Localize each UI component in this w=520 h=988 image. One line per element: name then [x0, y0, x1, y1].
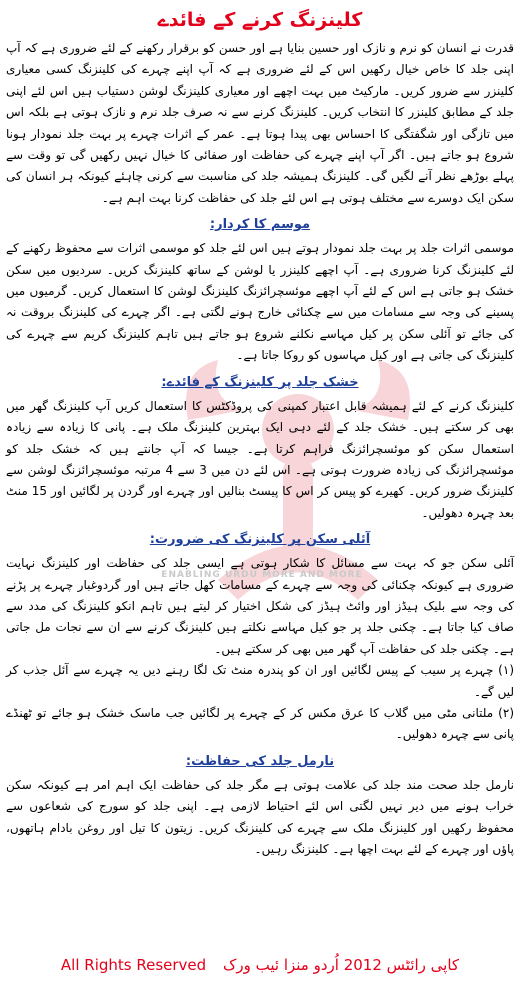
oily-skin-tip-1: (۱) چہرے پر سیب کے پیس لگائیں اور ان کو پندرہ منٹ تک لگا رہنے دیں یہ چہرے سے آئل جذب کر لیں گے۔: [6, 663, 514, 699]
section-heading-weather: موسم کا کردار:: [209, 217, 311, 233]
section-heading-dry-skin: خشک جلد پر کلینزنگ کے فائدے:: [161, 374, 359, 390]
section-heading-normal-skin: نارمل جلد کی حفاظت:: [185, 753, 335, 769]
footer-english: All Rights Reserved: [60, 956, 207, 974]
section-paragraph-weather: موسمی اثرات جلد پر بہت جلد نمودار ہوتے ہیں اس لئے جلد کو موسمی اثرات سے محفوظ رکھنے کے لئے کلینزنگ کرنا ضروری ہے۔ آپ اچھے کلینزر یا لوشن کے ساتھ کلینزنگ کریں۔ سردیوں میں سکن خشک ہو جاتی ہے اس کے لئے آپ اچھے موئسچرائزنگ کلینزنگ لوشن کا استعمال کریں۔ گرمیوں میں پسینے کی وجہ سے مسامات میں سے چکنائی خارج ہونے لگتی ہے۔ اگر چہرے کی کلینزنگ بروقت نہ کی جائے تو آئلی سکن پر کیل مہاسے نکلنے شروع ہو جاتے ہیں تاہم کلینزنگ کریم سے چہرے کی کلینزنگ کی جاتی ہے اور کیل مہاسوں کو روکا جاتا ہے۔: [6, 241, 514, 363]
footer-urdu: کاپی رائٹس 2012 اُردو منزا ئیب ورک: [222, 956, 460, 974]
article: [6, 0, 514, 860]
section-paragraph-normal-skin: نارمل جلد صحت مند جلد کی علامت ہوتی ہے مگر جلد کی حفاظت ایک اہم امر ہے کیونکہ سکن خراب ہونے میں دیر نہیں لگتی اس لئے احتیاط لازمی ہے۔ اپنی جلد کو سورج کی شعاعوں سے محفوظ رکھیں اور کلینزنگ ملک سے چہرے کی کلینزنگ کریں۔ زیتون کا تیل اور روغن بادام ہاتھوں، پاؤں اور چہرے کے لئے بہت اچھا ہے۔ کلینزنگ رہیں۔: [6, 777, 514, 856]
watermark-text: ENABLING URDU MORE AND MORE: [161, 570, 363, 580]
article-title: کلینزنگ کرنے کے فائدے: [157, 9, 363, 31]
section-heading-oily-skin: آئلی سکن پر کلینزنگ کی ضرورت:: [149, 532, 371, 548]
intro-paragraph: قدرت نے انسان کو نرم و نازک اور حسین بنایا ہے اور حسن کو برقرار رکھنے کے لئے ضروری ہے کہ آپ اپنی جلد کا خاص خیال رکھیں اس کے لئے ضروری ہے کہ آپ اپنے چہرے کی کلینزنگ کسی معیاری کلینزر سے ضرور کریں۔ مارکیٹ میں بہت اچھے اور معیاری کلینزنگ لوشن دستیاب ہیں اس لئے اپنی جلد کے مطابق کلینزر کا انتخاب کریں۔ کلینزنگ کرنے سے نہ صرف جلد نرم و نازک ہوتی ہے بلکہ اس میں تازگی اور شگفتگی کا احساس بھی پیدا ہوتا ہے۔ عمر کے اثرات چہرے پر بہت جلد نمودار ہونا شروع ہو جاتے ہیں۔ اگر آپ اپنے چہرے کی حفاظت اور صفائی کا خیال نہیں رکھیں گی تو وقت سے پہلے بوڑھے نظر آنے لگیں گی۔ کلینزنگ ہمیشہ جلد کی مناسبت سے کرنی چاہئے کیونکہ ہر انسان کی سکن ایک دوسرے سے مختلف ہوتی ہے اس لئے جلد کی حفاظت کرنا بہت اہم ہے۔: [6, 41, 514, 205]
oily-skin-tip-2: (۲) ملتانی مٹی میں گلاب کا عرق مکس کر کے چہرے پر لگائیں جب ماسک خشک ہو جائے تو ٹھنڈے پانی سے چہرہ دھولیں۔: [6, 705, 514, 742]
section-paragraph-oily-skin: آئلی سکن جو کہ بہت سے مسائل کا شکار ہوتی ہے ایسی جلد کی حفاظت اور کلینزنگ نہایت ضروری ہے کیونکہ چکنائی کی وجہ سے چہرے کے مسامات کھل جاتے ہیں اور گردوغبار چہرے پر پڑنے کی وجہ سے بلیک ہیڈز اور وائٹ ہیڈز کی شکل اختیار کر لیتے ہیں تاہم انکو کلینزنگ کی مدد سے صاف کیا جاتا ہے۔ چکنی جلد پر جو کیل مہاسے نکلتے ہیں کلینزنگ کرنے سے ان سے نجات مل جاتی ہے۔ چکنی جلد کی حفاظت آپ گھر میں بھی کر سکتے ہیں۔: [6, 556, 514, 656]
section-paragraph-dry-skin: کلینزنگ کرنے کے لئے ہمیشہ قابل اعتبار کمپنی کی پروڈکٹس کا استعمال کریں آپ کلینزنگ گھر میں بھی کر سکتے ہیں۔ خشک جلد کے لئے دہی ایک بہترین کلینزنگ ملک ہے۔ پانی کا زیادہ سے زیادہ استعمال سکن کو موئسچرائزنگ فراہم کرتا ہے۔ جیسا کہ آپ جانتے ہیں کہ خشک جلد کو موئسچرائزنگ کی زیادہ ضرورت ہوتی ہے۔ اس لئے دن میں 3 سے 4 مرتبہ موئسچرائزنگ لوشن سے کلینزنگ ضرور کریں۔ کھیرے کو پیس کر اس کا پیسٹ بنالیں اور چہرے اور گردن پر لگائیں اور 15 منٹ بعد چہرہ دھولیں۔: [6, 398, 515, 520]
footer: [0, 956, 520, 974]
